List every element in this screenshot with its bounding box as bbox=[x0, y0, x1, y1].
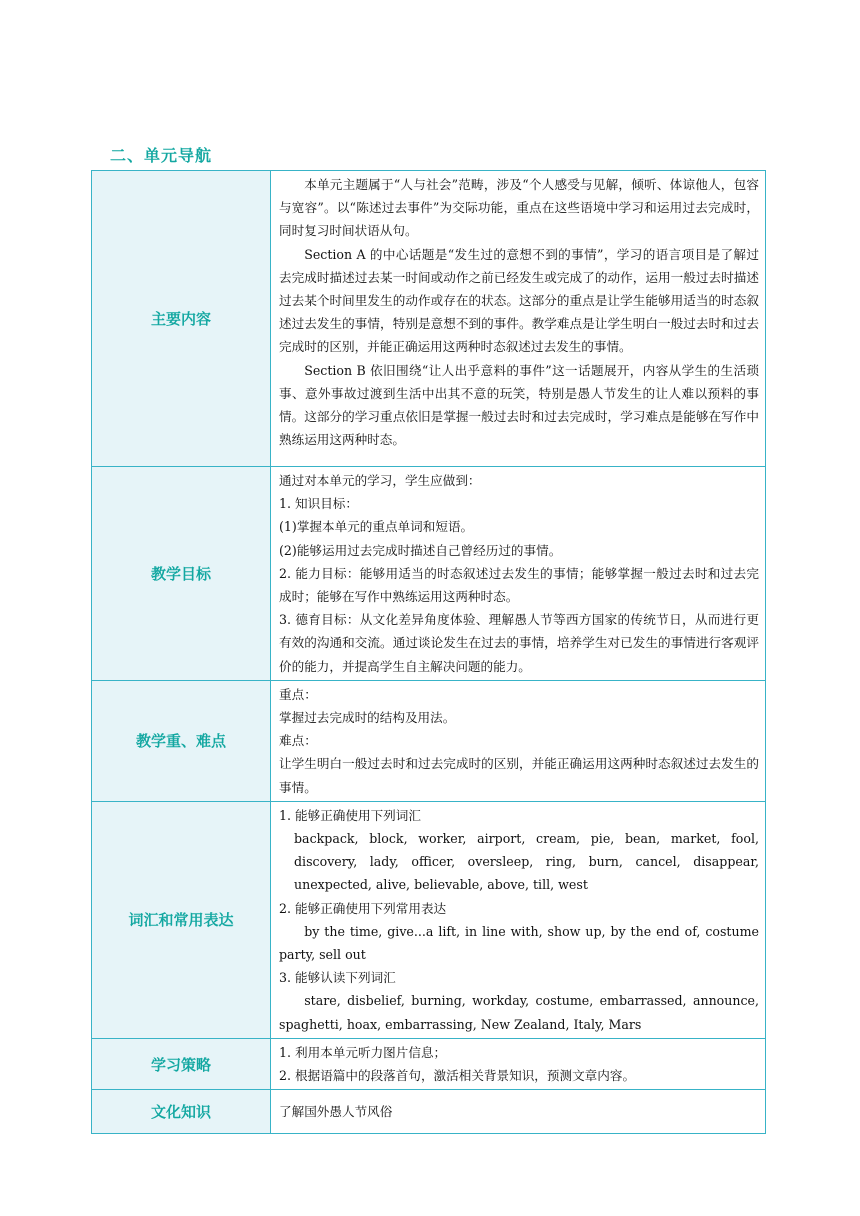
vocab-words-1: backpack, block, worker, airport, cream, pie, bean, market, fool, discovery, lady, officer, oversleep, ring, burn, cancel, disappear, unexpected, alive, believable, above, till, west bbox=[294, 831, 759, 893]
section-title: 二、单元导航 bbox=[110, 146, 213, 165]
key-text: 掌握过去完成时的结构及用法。 bbox=[279, 710, 456, 726]
vocab-heading-3: 3. 能够认读下列词汇 bbox=[279, 970, 396, 986]
cell-strategy bbox=[271, 1038, 766, 1089]
row-strategy bbox=[92, 1038, 766, 1089]
objectives-intro: 通过对本单元的学习，学生应做到： bbox=[279, 473, 481, 488]
key-label: 重点： bbox=[279, 686, 317, 702]
label-culture: 文化知识 bbox=[92, 1090, 271, 1134]
cell-culture bbox=[271, 1090, 766, 1134]
main-content-p2: Section A 的中心话题是“发生过的意想不到的事情”，学习的语言项目是了解过去完成时描述过去某一时间或动作之前已经发生或完成了的动作，运用一般过去时描述过去某个时间里发生的动作或存在的状态。这部分的重点是让学生能够用适当的时态叙述过去发生的事情，特别是意想不到的事件。教学难点是让学生明白一般过去时和过去完成时的区别，并能正确运用这两种时态叙述过去发生的事情。 bbox=[279, 246, 759, 355]
culture-text: 了解国外愚人节风俗 bbox=[279, 1104, 393, 1120]
vocab-heading-2: 2. 能够正确使用下列常用表达 bbox=[279, 900, 447, 916]
difficulty-label: 难点： bbox=[279, 733, 317, 749]
strategy-2: 2. 根据语篇中的段落首句，激活相关背景知识，预测文章内容。 bbox=[279, 1068, 636, 1084]
row-objectives bbox=[92, 467, 766, 681]
row-key-points bbox=[92, 680, 766, 801]
vocab-words-3: stare, disbelief, burning, workday, costume, embarrassed, announce, spaghetti, hoax, embarrassing, New Zealand, Italy, Mars bbox=[279, 993, 759, 1032]
main-content-p1: 本单元主题属于“人与社会”范畴，涉及“个人感受与见解，倾听、体谅他人，包容与宽容”。以“陈述过去事件”为交际功能，重点在这些语境中学习和运用过去完成时，同时复习时间状语从句。 bbox=[279, 177, 759, 239]
objectives-item1: 1. 知识目标： bbox=[279, 496, 358, 512]
row-culture bbox=[92, 1090, 766, 1134]
label-key-points: 教学重、难点 bbox=[92, 680, 271, 801]
cell-vocabulary bbox=[271, 801, 766, 1038]
cell-key-points bbox=[271, 680, 766, 801]
label-main-content: 主要内容 bbox=[92, 171, 271, 467]
label-objectives: 教学目标 bbox=[92, 467, 271, 681]
vocab-heading-1: 1. 能够正确使用下列词汇 bbox=[279, 807, 421, 823]
main-content-p3: Section B 依旧围绕“让人出乎意料的事件”这一话题展开，内容从学生的生活琐事、意外事故过渡到生活中出其不意的玩笑，特别是愚人节发生的让人难以预料的事情。这部分的学习重点依旧是掌握一般过去时和过去完成时，学习难点是能够在写作中熟练运用这两种时态。 bbox=[279, 362, 759, 448]
row-vocabulary bbox=[92, 801, 766, 1038]
objectives-item2: 2. 能力目标：能够用适当的时态叙述过去发生的事情；能够掌握一般过去时和过去完成时；能够在写作中熟练运用这两种时态。 bbox=[279, 565, 759, 605]
vocab-words-2: by the time, give...a lift, in line with, show up, by the end of, costume party, sell out bbox=[279, 923, 759, 963]
objectives-item3: 3. 德育目标：从文化差异角度体验、理解愚人节等西方国家的传统节日，从而进行更有效的沟通和交流。通过谈论发生在过去的事情，培养学生对已发生的事情进行客观评价的能力，并提高学生自主解决问题的能力。 bbox=[279, 612, 759, 674]
difficulty-text: 让学生明白一般过去时和过去完成时的区别，并能正确运用这两种时态叙述过去发生的事情。 bbox=[279, 756, 759, 795]
cell-objectives bbox=[271, 467, 766, 681]
cell-main-content bbox=[271, 171, 766, 467]
objectives-item1b: (2)能够运用过去完成时描述自己曾经历过的事情。 bbox=[279, 542, 562, 558]
row-main-content bbox=[92, 171, 766, 467]
strategy-1: 1. 利用本单元听力图片信息； bbox=[279, 1044, 447, 1060]
label-strategy: 学习策略 bbox=[92, 1038, 271, 1089]
unit-guide-table bbox=[91, 170, 766, 1134]
label-vocabulary: 词汇和常用表达 bbox=[92, 801, 271, 1038]
objectives-item1a: (1)掌握本单元的重点单词和短语。 bbox=[279, 519, 474, 535]
